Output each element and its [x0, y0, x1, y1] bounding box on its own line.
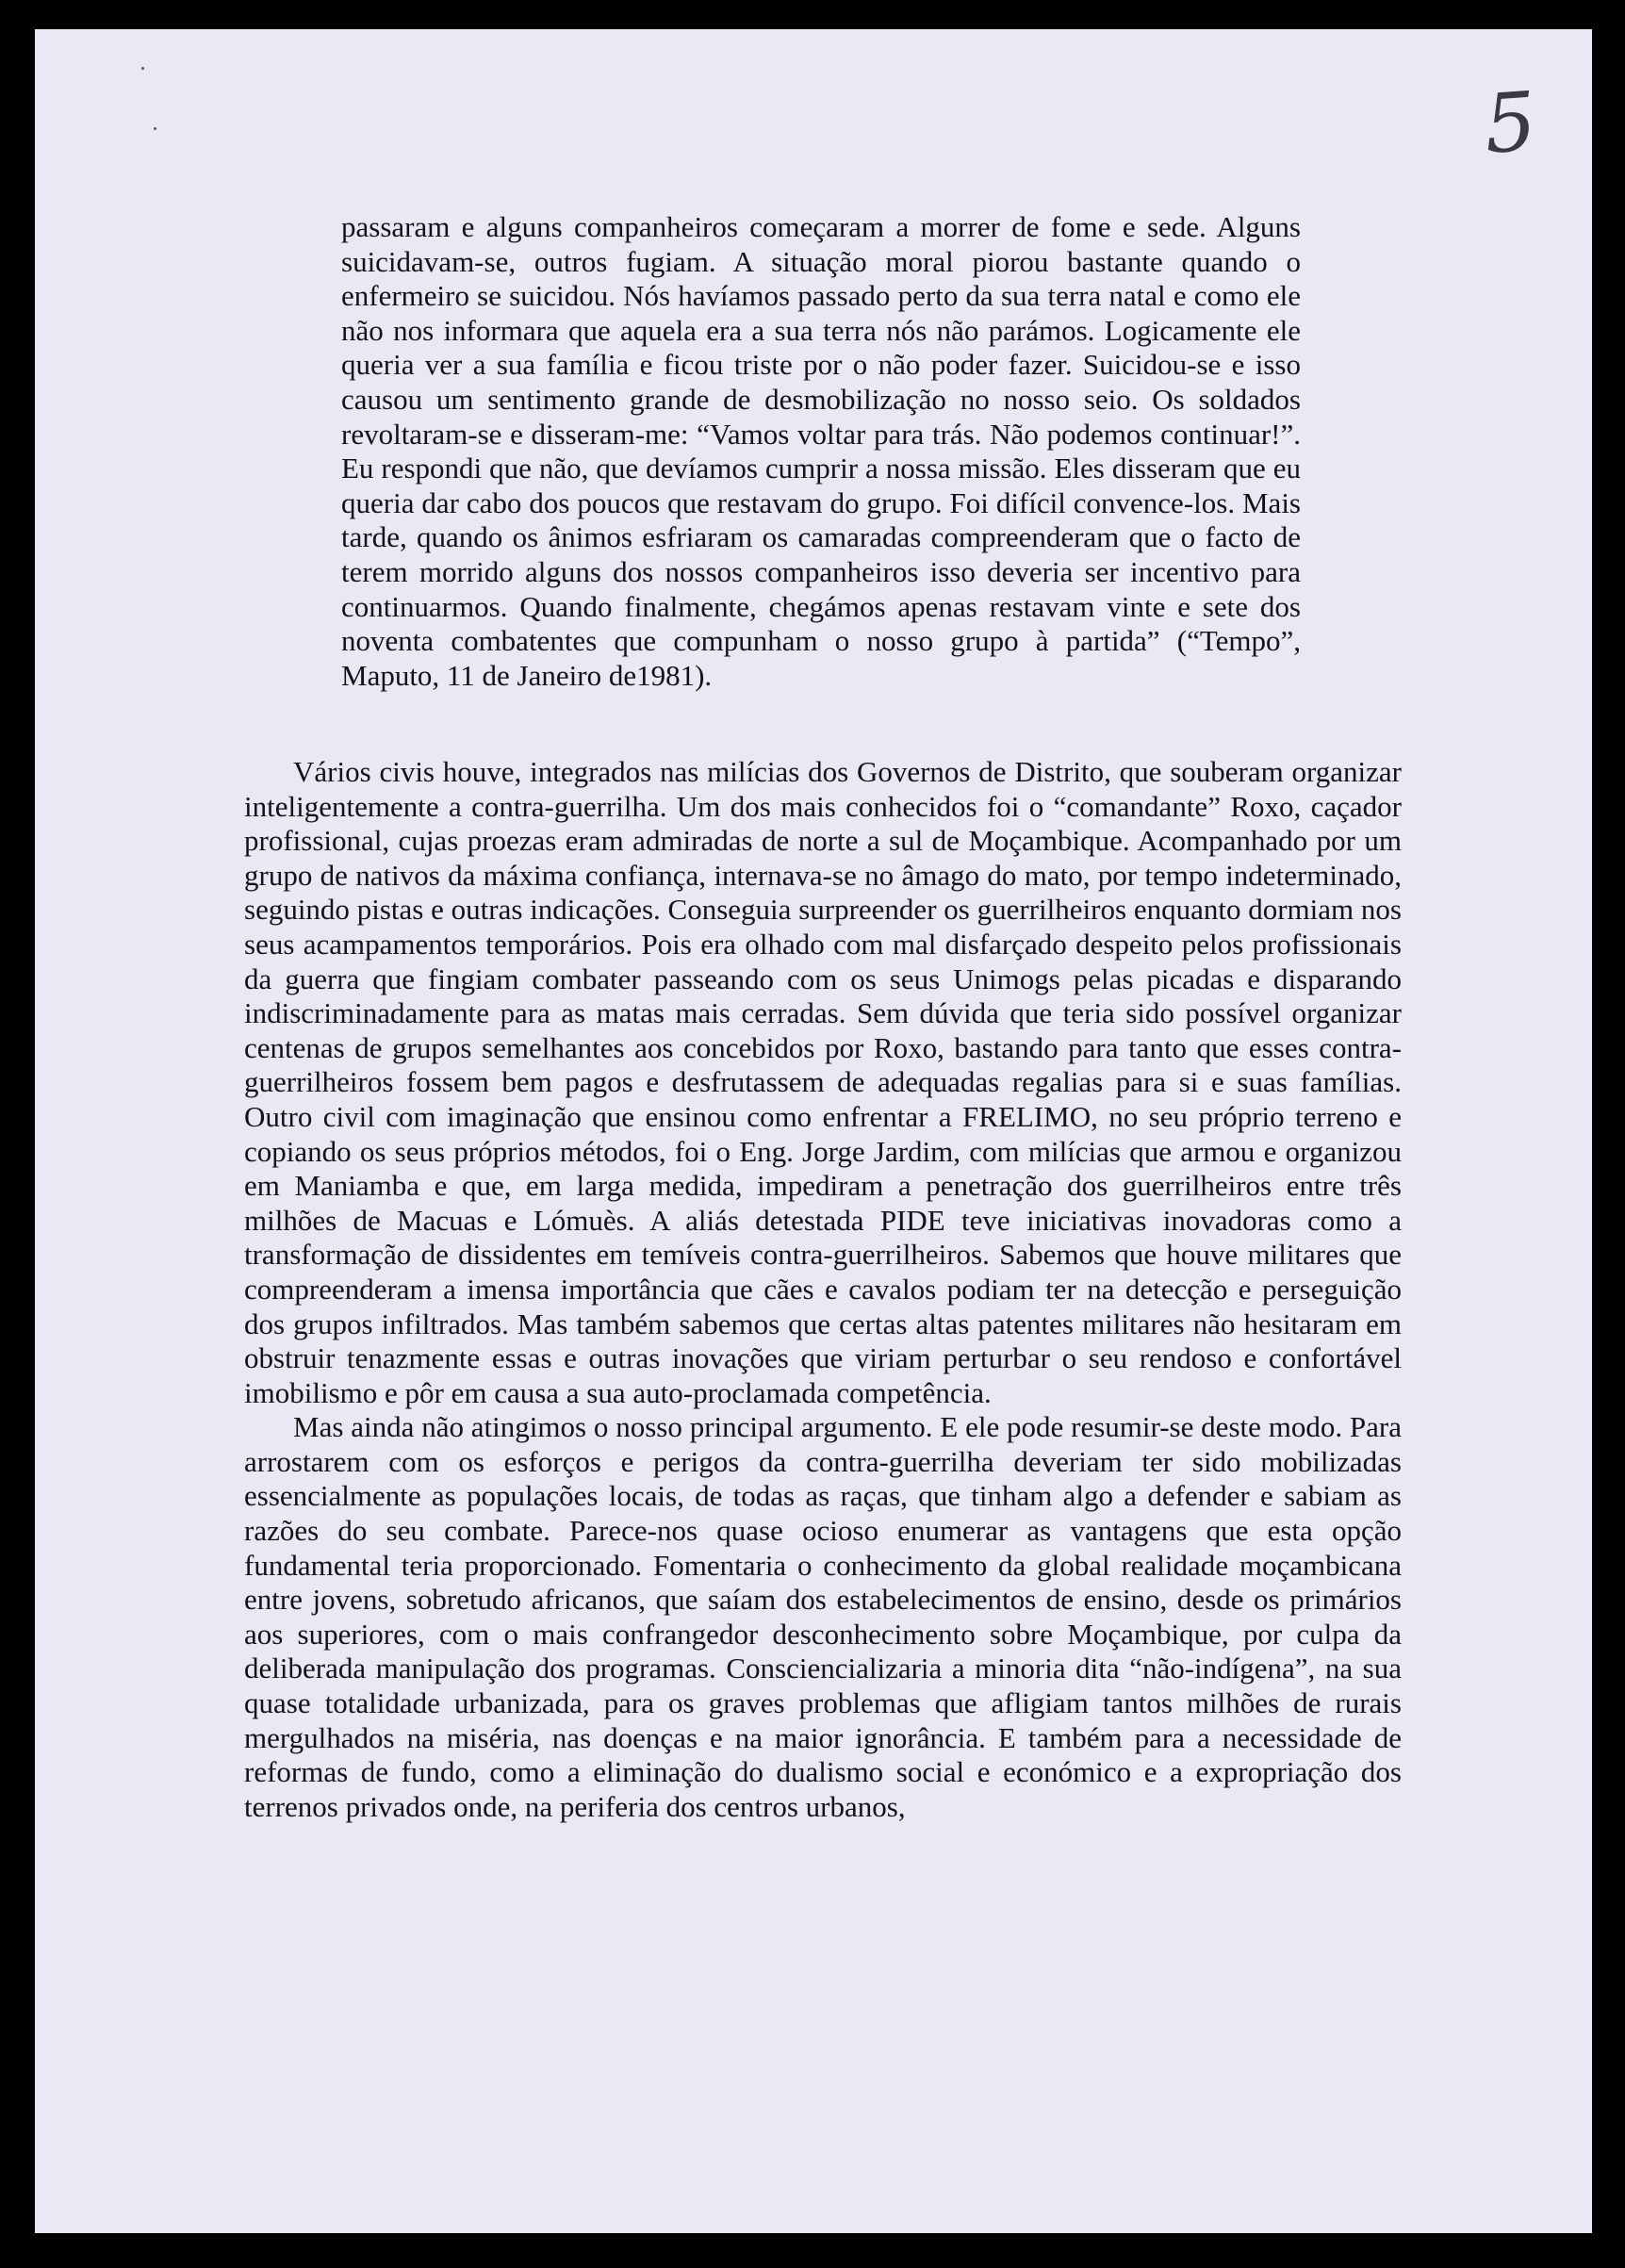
- scan-speck: [154, 127, 156, 130]
- paragraph-civilian-militias: Vários civis houve, integrados nas milícias dos Governos de Distrito, que souberam organizar inteligentemente a contra-guerrilha. Um dos mais conhecidos foi o “comandante” Roxo, caçador profissional, cujas proezas eram admiradas de norte a sul de Moçambique. Acompanhado por um grupo de nativos da máxima confiança, internava-se no âmago do mato, por tempo indeterminado, seguindo pistas e outras indicações. Conseguia surpreender os guerrilheiros enquanto dormiam nos seus acampamentos temporários. Pois era olhado com mal disfarçado despeito pelos profissionais da guerra que fingiam combater passeando com os seus Unimogs pelas picadas e disparando indiscriminadamente para as matas mais cerradas. Sem dúvida que teria sido possível organizar centenas de grupos semelhantes aos concebidos por Roxo, bastando para tanto que esses contra-guerrilheiros fossem bem pagos e desfrutassem de adequadas regalias para si e suas famílias. Outro civil com imaginação que ensinou como enfrentar a FRELIMO, no seu próprio terreno e copiando os seus próprios métodos, foi o Eng. Jorge Jardim, com milícias que armou e organizou em Maniamba e que, em larga medida, impediram a penetração dos guerrilheiros entre três milhões de Macuas e Lómuès. A aliás detestada PIDE teve iniciativas inovadoras como a transformação de dissidentes em temíveis contra-guerrilheiros. Sabemos que houve militares que compreenderam a imensa importância que cães e cavalos podiam ter na detecção e perseguição dos grupos infiltrados. Mas também sabemos que certas altas patentes militares não hesitaram em obstruir tenazmente essas e outras inovações que viriam perturbar o seu rendoso e confortável imobilismo e pôr em causa a sua auto-proclamada competência.: [244, 755, 1402, 1409]
- body-text: [244, 755, 1402, 1824]
- document-page: [35, 29, 1592, 2233]
- scan-speck: [141, 67, 144, 70]
- quoted-testimony: passaram e alguns companheiros começaram a morrer de fome e sede. Alguns suicidavam-se, outros fugiam. A situação moral piorou bastante quando o enfermeiro se suicidou. Nós havíamos passado perto da sua terra natal e como ele não nos informara que aquela era a sua terra nós não parámos. Logicamente ele queria ver a sua família e ficou triste por o não poder fazer. Suicidou-se e isso causou um sentimento grande de desmobilização no nosso seio. Os soldados revoltaram-se e disseram-me: “Vamos voltar para trás. Não podemos continuar!”. Eu respondi que não, que devíamos cumprir a nossa missão. Eles disseram que eu queria dar cabo dos poucos que restavam do grupo. Foi difícil convence-los. Mais tarde, quando os ânimos esfriaram os camaradas compreenderam que o facto de terem morrido alguns dos nossos companheiros isso deveria ser incentivo para continuarmos. Quando finalmente, chegámos apenas restavam vinte e sete dos noventa combatentes que compunham o nosso grupo à partida” (“Tempo”, Maputo, 11 de Janeiro de1981).: [341, 210, 1301, 692]
- handwritten-page-number: 5: [1481, 74, 1540, 173]
- paragraph-main-argument: Mas ainda não atingimos o nosso principal argumento. E ele pode resumir-se deste modo. Para arrostarem com os esforços e perigos da contra-guerrilha deveriam ter sido mobilizadas essencialmente as populações locais, de todas as raças, que tinham algo a defender e sabiam as razões do seu combate. Parece-nos quase ocioso enumerar as vantagens que esta opção fundamental teria proporcionado. Fomentaria o conhecimento da global realidade moçambicana entre jovens, sobretudo africanos, que saíam dos estabelecimentos de ensino, desde os primários aos superiores, com o mais confrangedor desconhecimento sobre Moçambique, por culpa da deliberada manipulação dos programas. Consciencializaria a minoria dita “não-indígena”, na sua quase totalidade urbanizada, para os graves problemas que afligiam tantos milhões de rurais mergulhados na miséria, nas doenças e na maior ignorância. E também para a necessidade de reformas de fundo, como a eliminação do dualismo social e económico e a expropriação dos terrenos privados onde, na periferia dos centros urbanos,: [244, 1410, 1402, 1823]
